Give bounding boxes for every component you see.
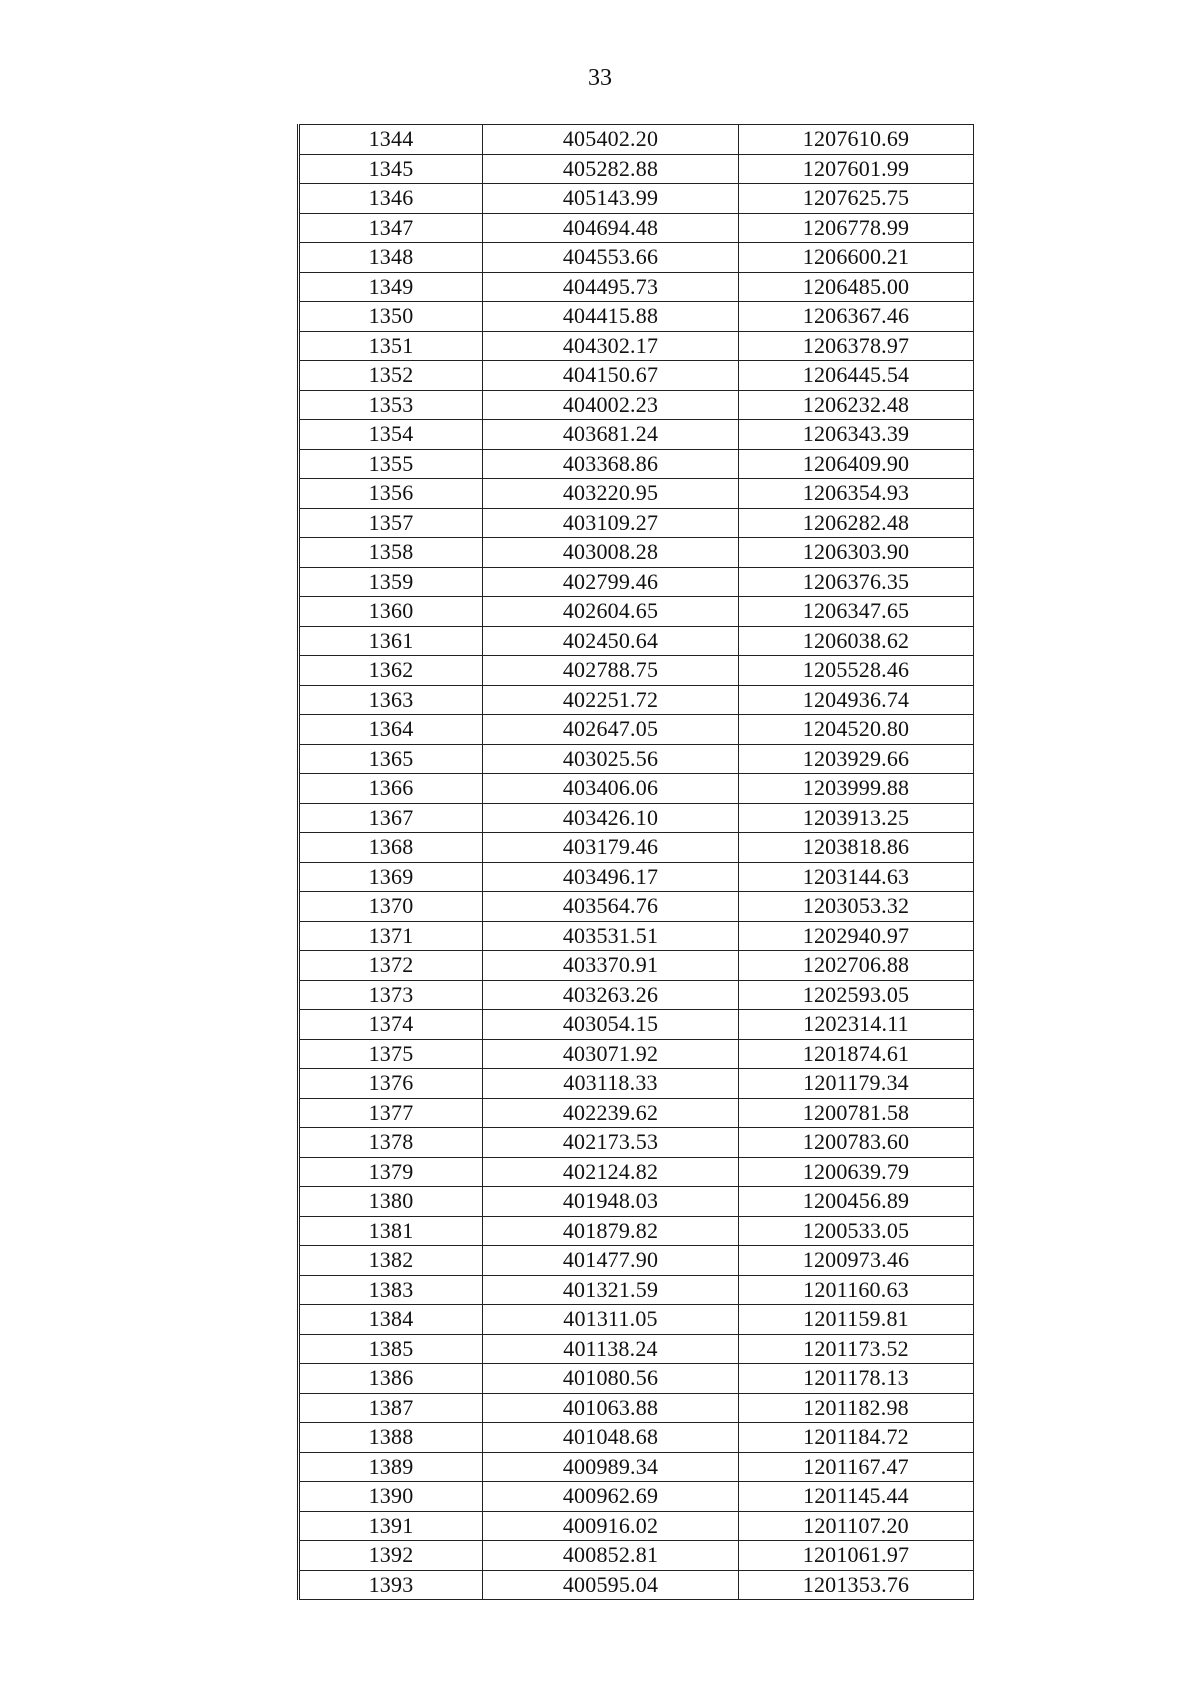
y-coordinate-cell: 1206343.39 <box>739 420 974 450</box>
point-number-cell: 1393 <box>299 1570 483 1600</box>
point-number-cell: 1349 <box>299 272 483 302</box>
y-coordinate-cell: 1201874.61 <box>739 1039 974 1069</box>
y-coordinate-cell: 1206282.48 <box>739 508 974 538</box>
point-number-cell: 1354 <box>299 420 483 450</box>
table-row <box>299 980 974 1010</box>
table-row <box>299 1098 974 1128</box>
x-coordinate-cell: 402251.72 <box>483 685 739 715</box>
x-coordinate-cell: 403426.10 <box>483 803 739 833</box>
point-number-cell: 1360 <box>299 597 483 627</box>
table-row <box>299 1216 974 1246</box>
point-number-cell: 1348 <box>299 243 483 273</box>
x-coordinate-cell: 400916.02 <box>483 1511 739 1541</box>
x-coordinate-cell: 401080.56 <box>483 1364 739 1394</box>
y-coordinate-cell: 1206347.65 <box>739 597 974 627</box>
x-coordinate-cell: 402173.53 <box>483 1128 739 1158</box>
x-coordinate-cell: 404002.23 <box>483 390 739 420</box>
y-coordinate-cell: 1207601.99 <box>739 154 974 184</box>
point-number-cell: 1364 <box>299 715 483 745</box>
y-coordinate-cell: 1201107.20 <box>739 1511 974 1541</box>
y-coordinate-cell: 1201353.76 <box>739 1570 974 1600</box>
point-number-cell: 1368 <box>299 833 483 863</box>
y-coordinate-cell: 1203929.66 <box>739 744 974 774</box>
x-coordinate-cell: 403681.24 <box>483 420 739 450</box>
x-coordinate-cell: 400962.69 <box>483 1482 739 1512</box>
y-coordinate-cell: 1202593.05 <box>739 980 974 1010</box>
y-coordinate-cell: 1207610.69 <box>739 125 974 155</box>
point-number-cell: 1380 <box>299 1187 483 1217</box>
x-coordinate-cell: 403406.06 <box>483 774 739 804</box>
table-row <box>299 479 974 509</box>
x-coordinate-cell: 403220.95 <box>483 479 739 509</box>
y-coordinate-cell: 1203053.32 <box>739 892 974 922</box>
x-coordinate-cell: 404694.48 <box>483 213 739 243</box>
y-coordinate-cell: 1206367.46 <box>739 302 974 332</box>
x-coordinate-cell: 404495.73 <box>483 272 739 302</box>
y-coordinate-cell: 1206232.48 <box>739 390 974 420</box>
table-row <box>299 449 974 479</box>
point-number-cell: 1377 <box>299 1098 483 1128</box>
x-coordinate-cell: 403496.17 <box>483 862 739 892</box>
table-row <box>299 685 974 715</box>
x-coordinate-cell: 401879.82 <box>483 1216 739 1246</box>
y-coordinate-cell: 1203818.86 <box>739 833 974 863</box>
y-coordinate-cell: 1201160.63 <box>739 1275 974 1305</box>
table-row <box>299 1246 974 1276</box>
y-coordinate-cell: 1201182.98 <box>739 1393 974 1423</box>
y-coordinate-cell: 1200456.89 <box>739 1187 974 1217</box>
x-coordinate-cell: 402239.62 <box>483 1098 739 1128</box>
x-coordinate-cell: 405402.20 <box>483 125 739 155</box>
x-coordinate-cell: 404302.17 <box>483 331 739 361</box>
point-number-cell: 1385 <box>299 1334 483 1364</box>
point-number-cell: 1384 <box>299 1305 483 1335</box>
x-coordinate-cell: 402788.75 <box>483 656 739 686</box>
x-coordinate-cell: 402799.46 <box>483 567 739 597</box>
point-number-cell: 1362 <box>299 656 483 686</box>
point-number-cell: 1365 <box>299 744 483 774</box>
y-coordinate-cell: 1204936.74 <box>739 685 974 715</box>
table-row <box>299 567 974 597</box>
table-row <box>299 243 974 273</box>
x-coordinate-cell: 403179.46 <box>483 833 739 863</box>
y-coordinate-cell: 1206485.00 <box>739 272 974 302</box>
table-row <box>299 862 974 892</box>
table-row <box>299 1511 974 1541</box>
x-coordinate-cell: 401311.05 <box>483 1305 739 1335</box>
table-row <box>299 1482 974 1512</box>
x-coordinate-cell: 403368.86 <box>483 449 739 479</box>
x-coordinate-cell: 403370.91 <box>483 951 739 981</box>
y-coordinate-cell: 1200783.60 <box>739 1128 974 1158</box>
y-coordinate-cell: 1203913.25 <box>739 803 974 833</box>
y-coordinate-cell: 1200533.05 <box>739 1216 974 1246</box>
point-number-cell: 1376 <box>299 1069 483 1099</box>
point-number-cell: 1383 <box>299 1275 483 1305</box>
x-coordinate-cell: 401138.24 <box>483 1334 739 1364</box>
y-coordinate-cell: 1201167.47 <box>739 1452 974 1482</box>
y-coordinate-cell: 1206409.90 <box>739 449 974 479</box>
table-row <box>299 921 974 951</box>
point-number-cell: 1381 <box>299 1216 483 1246</box>
x-coordinate-cell: 403054.15 <box>483 1010 739 1040</box>
x-coordinate-cell: 403118.33 <box>483 1069 739 1099</box>
point-number-cell: 1344 <box>299 125 483 155</box>
point-number-cell: 1346 <box>299 184 483 214</box>
table-row <box>299 1010 974 1040</box>
y-coordinate-cell: 1200639.79 <box>739 1157 974 1187</box>
point-number-cell: 1366 <box>299 774 483 804</box>
y-coordinate-cell: 1203999.88 <box>739 774 974 804</box>
table-row <box>299 951 974 981</box>
table-row <box>299 184 974 214</box>
table-row <box>299 1334 974 1364</box>
y-coordinate-cell: 1201184.72 <box>739 1423 974 1453</box>
y-coordinate-cell: 1201061.97 <box>739 1541 974 1571</box>
table-row <box>299 803 974 833</box>
x-coordinate-cell: 404553.66 <box>483 243 739 273</box>
table-row <box>299 626 974 656</box>
point-number-cell: 1378 <box>299 1128 483 1158</box>
table-row <box>299 656 974 686</box>
x-coordinate-cell: 403263.26 <box>483 980 739 1010</box>
x-coordinate-cell: 405143.99 <box>483 184 739 214</box>
table-row <box>299 715 974 745</box>
y-coordinate-cell: 1202940.97 <box>739 921 974 951</box>
x-coordinate-cell: 402604.65 <box>483 597 739 627</box>
point-number-cell: 1370 <box>299 892 483 922</box>
y-coordinate-cell: 1206376.35 <box>739 567 974 597</box>
x-coordinate-cell: 400595.04 <box>483 1570 739 1600</box>
y-coordinate-cell: 1201159.81 <box>739 1305 974 1335</box>
table-row <box>299 1187 974 1217</box>
table-row <box>299 774 974 804</box>
table-row <box>299 892 974 922</box>
point-number-cell: 1386 <box>299 1364 483 1394</box>
x-coordinate-cell: 401477.90 <box>483 1246 739 1276</box>
x-coordinate-cell: 402124.82 <box>483 1157 739 1187</box>
point-number-cell: 1375 <box>299 1039 483 1069</box>
y-coordinate-cell: 1201178.13 <box>739 1364 974 1394</box>
x-coordinate-cell: 401948.03 <box>483 1187 739 1217</box>
point-number-cell: 1371 <box>299 921 483 951</box>
y-coordinate-cell: 1202706.88 <box>739 951 974 981</box>
table-row <box>299 213 974 243</box>
y-coordinate-cell: 1206354.93 <box>739 479 974 509</box>
point-number-cell: 1389 <box>299 1452 483 1482</box>
x-coordinate-cell: 405282.88 <box>483 154 739 184</box>
table-row <box>299 1452 974 1482</box>
point-number-cell: 1388 <box>299 1423 483 1453</box>
point-number-cell: 1361 <box>299 626 483 656</box>
point-number-cell: 1390 <box>299 1482 483 1512</box>
table-row <box>299 331 974 361</box>
x-coordinate-cell: 403564.76 <box>483 892 739 922</box>
y-coordinate-cell: 1205528.46 <box>739 656 974 686</box>
point-number-cell: 1352 <box>299 361 483 391</box>
y-coordinate-cell: 1201179.34 <box>739 1069 974 1099</box>
y-coordinate-cell: 1206600.21 <box>739 243 974 273</box>
point-number-cell: 1356 <box>299 479 483 509</box>
table-row <box>299 597 974 627</box>
x-coordinate-cell: 403071.92 <box>483 1039 739 1069</box>
y-coordinate-cell: 1201173.52 <box>739 1334 974 1364</box>
table-row <box>299 1305 974 1335</box>
point-number-cell: 1355 <box>299 449 483 479</box>
table-row <box>299 744 974 774</box>
point-number-cell: 1350 <box>299 302 483 332</box>
point-number-cell: 1387 <box>299 1393 483 1423</box>
y-coordinate-cell: 1204520.80 <box>739 715 974 745</box>
point-number-cell: 1373 <box>299 980 483 1010</box>
table-row <box>299 538 974 568</box>
table-row <box>299 1393 974 1423</box>
x-coordinate-cell: 401063.88 <box>483 1393 739 1423</box>
page-number: 33 <box>588 65 612 91</box>
table-row <box>299 1570 974 1600</box>
x-coordinate-cell: 404150.67 <box>483 361 739 391</box>
y-coordinate-cell: 1206778.99 <box>739 213 974 243</box>
point-number-cell: 1374 <box>299 1010 483 1040</box>
x-coordinate-cell: 403531.51 <box>483 921 739 951</box>
table-row <box>299 1364 974 1394</box>
point-number-cell: 1357 <box>299 508 483 538</box>
y-coordinate-cell: 1206038.62 <box>739 626 974 656</box>
y-coordinate-cell: 1202314.11 <box>739 1010 974 1040</box>
point-number-cell: 1392 <box>299 1541 483 1571</box>
x-coordinate-cell: 402450.64 <box>483 626 739 656</box>
point-number-cell: 1347 <box>299 213 483 243</box>
x-coordinate-cell: 404415.88 <box>483 302 739 332</box>
x-coordinate-cell: 403025.56 <box>483 744 739 774</box>
point-number-cell: 1372 <box>299 951 483 981</box>
x-coordinate-cell: 401048.68 <box>483 1423 739 1453</box>
coordinates-table-body <box>299 125 974 1600</box>
point-number-cell: 1358 <box>299 538 483 568</box>
table-row <box>299 272 974 302</box>
table-row <box>299 1039 974 1069</box>
point-number-cell: 1351 <box>299 331 483 361</box>
table-row <box>299 302 974 332</box>
point-number-cell: 1382 <box>299 1246 483 1276</box>
coordinates-table <box>297 124 974 1600</box>
x-coordinate-cell: 401321.59 <box>483 1275 739 1305</box>
table-row <box>299 1275 974 1305</box>
point-number-cell: 1369 <box>299 862 483 892</box>
table-row <box>299 1069 974 1099</box>
table-row <box>299 361 974 391</box>
x-coordinate-cell: 403008.28 <box>483 538 739 568</box>
table-row <box>299 508 974 538</box>
x-coordinate-cell: 400989.34 <box>483 1452 739 1482</box>
x-coordinate-cell: 402647.05 <box>483 715 739 745</box>
table-row <box>299 1157 974 1187</box>
point-number-cell: 1345 <box>299 154 483 184</box>
point-number-cell: 1359 <box>299 567 483 597</box>
table-row <box>299 154 974 184</box>
table-row <box>299 390 974 420</box>
y-coordinate-cell: 1203144.63 <box>739 862 974 892</box>
y-coordinate-cell: 1207625.75 <box>739 184 974 214</box>
y-coordinate-cell: 1206303.90 <box>739 538 974 568</box>
point-number-cell: 1353 <box>299 390 483 420</box>
x-coordinate-cell: 400852.81 <box>483 1541 739 1571</box>
point-number-cell: 1363 <box>299 685 483 715</box>
table-row <box>299 833 974 863</box>
table-row <box>299 1423 974 1453</box>
y-coordinate-cell: 1200781.58 <box>739 1098 974 1128</box>
table-row <box>299 420 974 450</box>
point-number-cell: 1367 <box>299 803 483 833</box>
y-coordinate-cell: 1206378.97 <box>739 331 974 361</box>
y-coordinate-cell: 1206445.54 <box>739 361 974 391</box>
table-row <box>299 1541 974 1571</box>
x-coordinate-cell: 403109.27 <box>483 508 739 538</box>
table-row <box>299 125 974 155</box>
y-coordinate-cell: 1201145.44 <box>739 1482 974 1512</box>
point-number-cell: 1379 <box>299 1157 483 1187</box>
point-number-cell: 1391 <box>299 1511 483 1541</box>
y-coordinate-cell: 1200973.46 <box>739 1246 974 1276</box>
table-row <box>299 1128 974 1158</box>
